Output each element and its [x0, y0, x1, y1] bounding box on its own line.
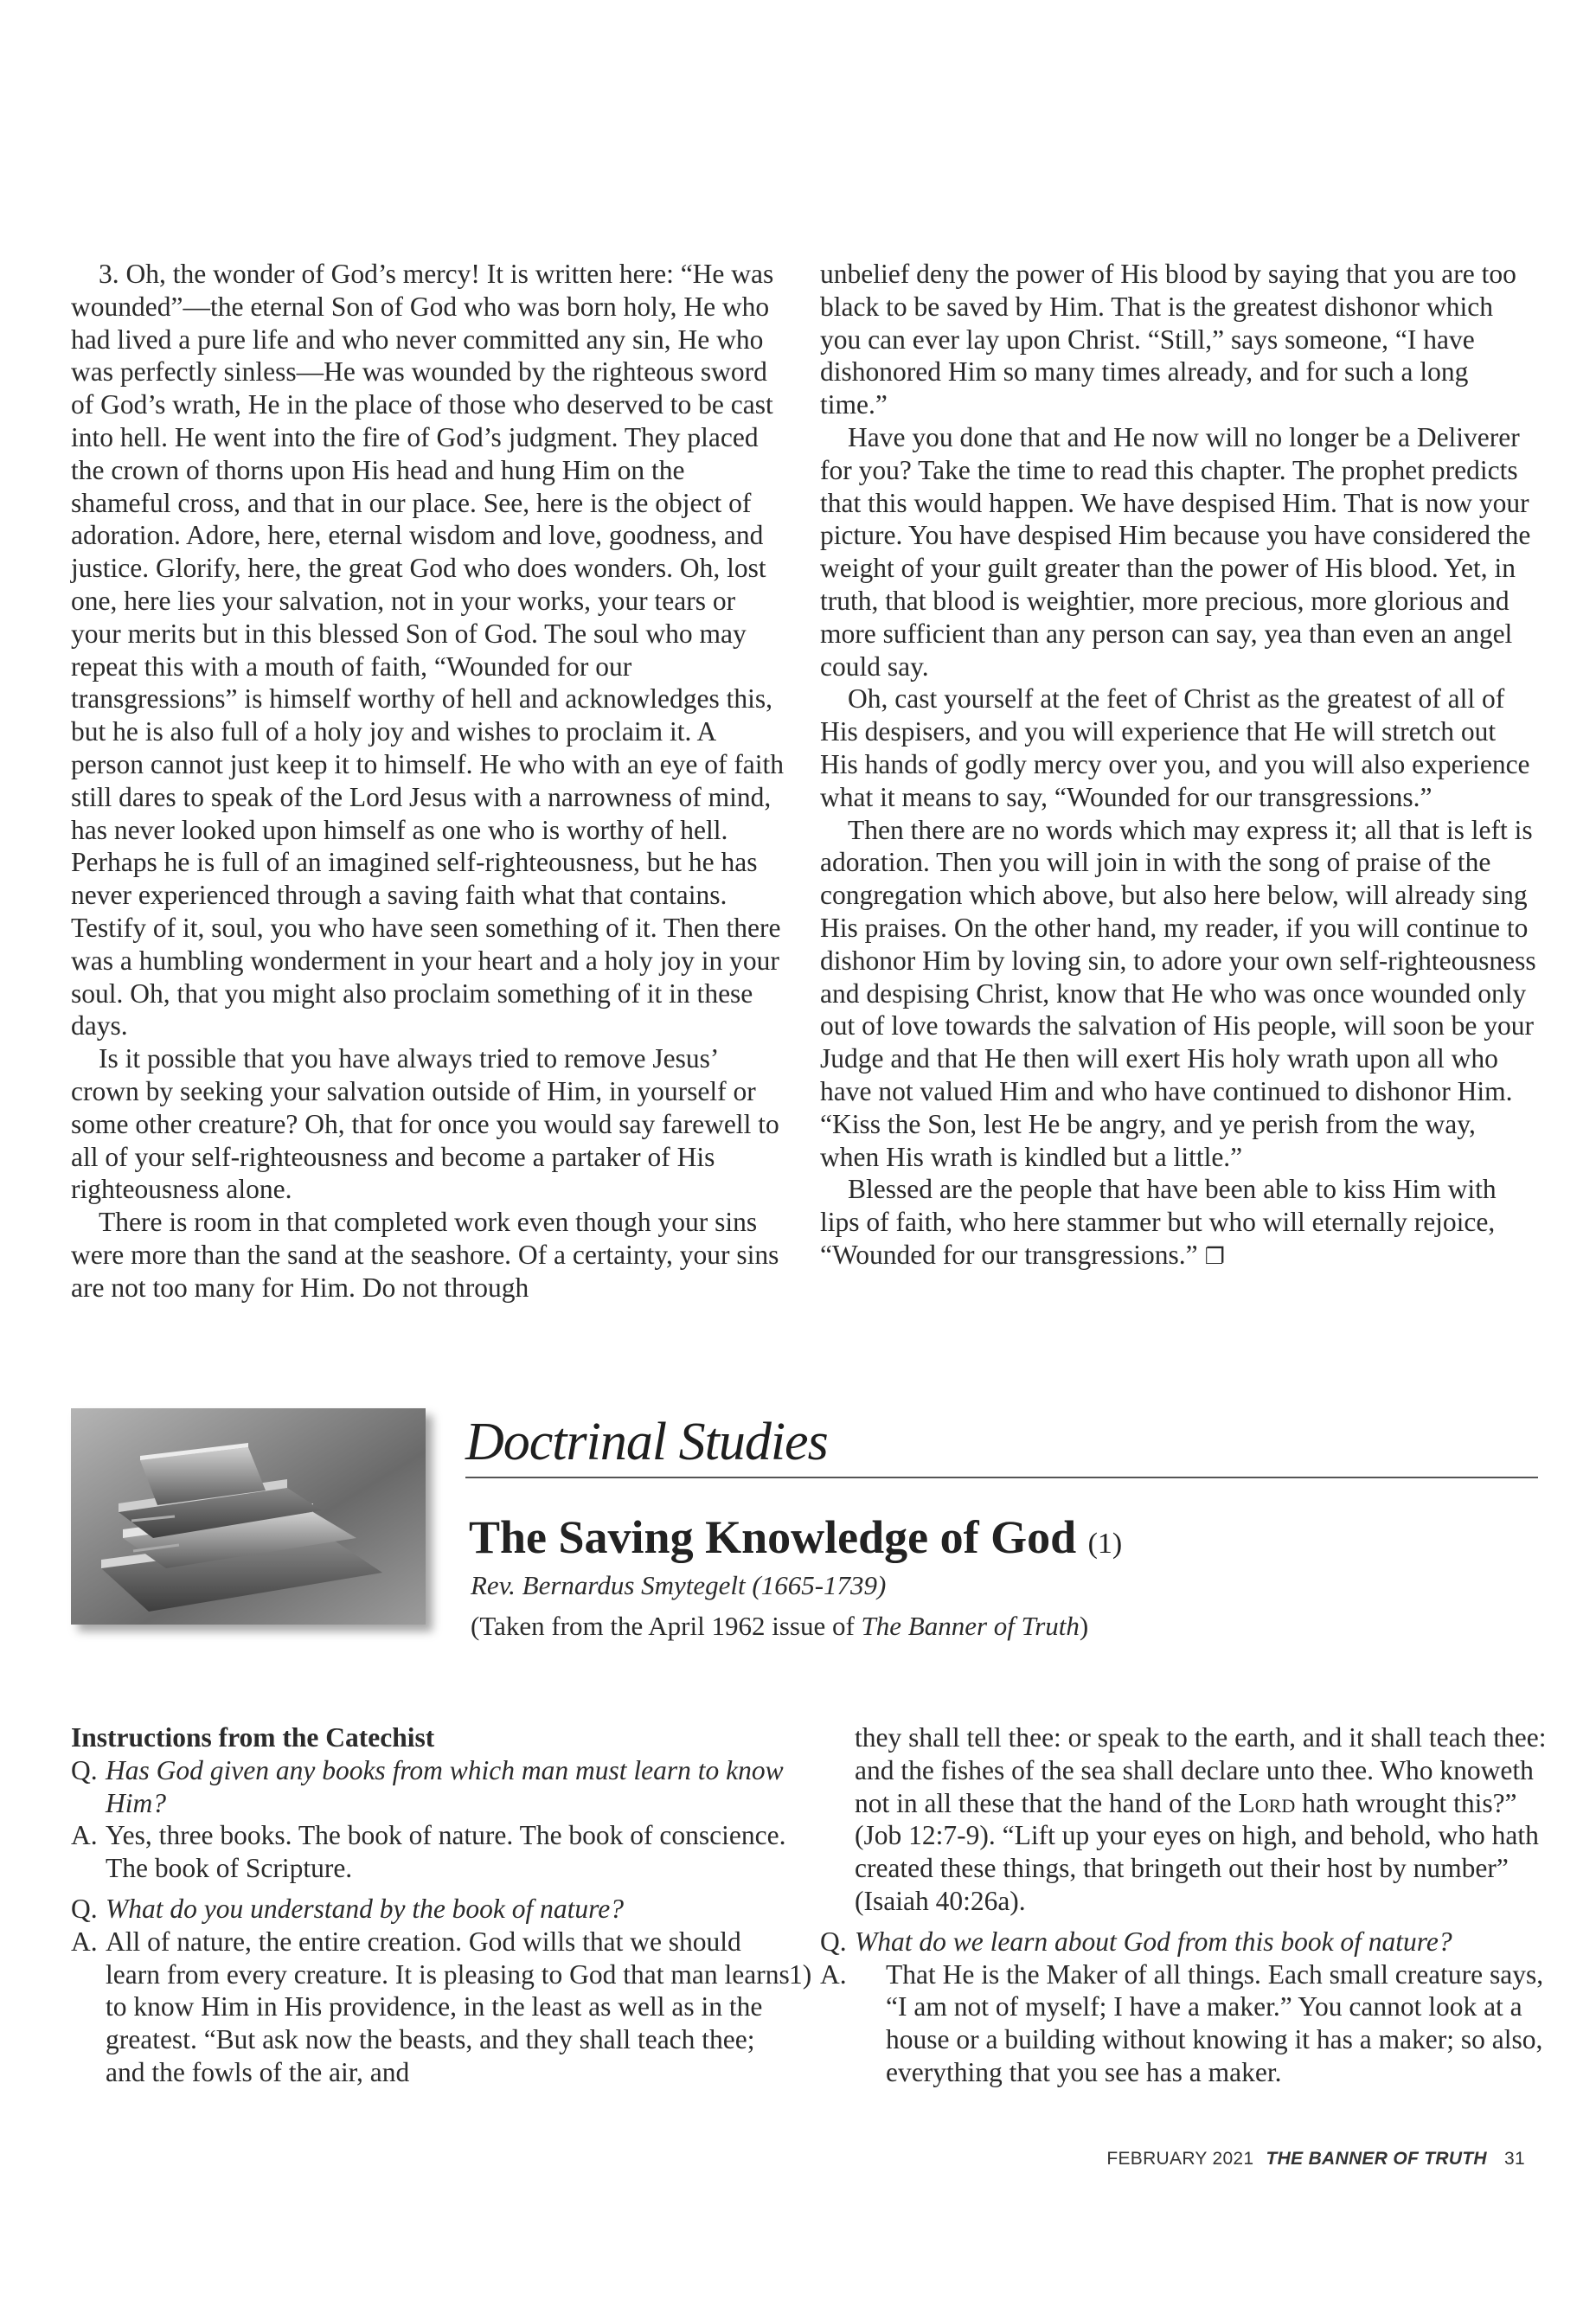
q-tag: Q. — [71, 1893, 98, 1924]
paragraph: There is room in that completed work even though your sins were more than the sand at the seashore. Of a certainty, your sins are not too many for Him. Do not through — [71, 1207, 779, 1303]
source-note — [471, 1611, 1088, 1642]
a-tag: A. — [71, 1820, 98, 1851]
answer-2 — [71, 1926, 798, 2089]
article-column-right — [820, 258, 1538, 1274]
a-tag: A. — [71, 1926, 98, 1957]
footer-date: FEBRUARY 2021 — [1106, 2149, 1254, 2169]
answer-text: Yes, three books. The book of nature. The book of conscience. The book of Scripture. — [106, 1820, 786, 1884]
answer-3 — [789, 1958, 1547, 2089]
page-number: 31 — [1504, 2149, 1525, 2169]
author-byline: Rev. Bernardus Smytegelt (1665-1739) — [471, 1570, 887, 1600]
paragraph: unbelief deny the power of His blood by saying that you are too black to be saved by Him. That is the greatest dishonor which you can ever lay upon Christ. “Still,” says someone, “I have dishonored Him so many times already, and for such a long time.” — [820, 259, 1516, 420]
article-title — [469, 1510, 1122, 1564]
source-suffix: ) — [1079, 1611, 1089, 1641]
question-text: Has God given any books from which man must learn to know Him? — [106, 1754, 784, 1818]
paragraph: Then there are no words which may express it; all that is left is adoration. Then you will join in with the song of praise of the congregation which above, but also here below, will already sing His praises. On the other hand, my reader, if you will continue to dishonor Him by loving sin, to adore your own self-righteousness and despising Christ, know that He who was once wounded only out of love towards the salvation of His people, will soon be your Judge and that He then will exert His holy wrath upon all who have not valued Him and who have continued to dishonor Him. “Kiss the Son, lest He be angry, and ye perish from the way, when His wrath is kindled but a little.” — [820, 814, 1536, 1172]
section-divider — [465, 1477, 1538, 1478]
q-tag: Q. — [820, 1926, 847, 1957]
catechism-heading: Instructions from the Catechist — [71, 1722, 435, 1753]
question-text: What do you understand by the book of nature? — [106, 1893, 624, 1924]
answer-1 — [71, 1819, 798, 1885]
stacked-books-icon — [71, 1408, 426, 1625]
answer-text: All of nature, the entire creation. God wills that we should learn from every creature. It is pleasing to God that man learns to know Him in His providence, in the least as well as in the greatest. “But ask now the beasts, and they shall teach thee; and the fowls of the air, and — [106, 1926, 790, 2087]
answer-2-continued — [820, 1721, 1547, 1918]
source-publication: The Banner of Truth — [861, 1611, 1080, 1641]
q-tag: Q. — [71, 1754, 98, 1785]
paragraph: 3. Oh, the wonder of God’s mercy! It is written here: “He was wounded”—the eternal Son of God who was born holy, He who had lived a pure life and who never committed any sin, He who was perfectly sinless—He was wounded by the righteous sword of God’s wrath, He in the place of those who deserved to be cast into hell. He went into the fire of God’s judgment. They placed the crown of thorns upon His head and hung Him on the shameful cross, and that in our place. See, here is the object of adoration. Adore, here, eternal wisdom and love, goodness, and justice. Glorify, here, the great God who does wonders. Oh, lost one, here lies your salvation, not in your works, your tears or your merits but in this blessed Son of God. The soul who may repeat this with a mouth of faith, “Wounded for our transgressions” is himself worthy of hell and acknowledges this, but he is also full of a holy joy and wishes to proclaim it. A person cannot just keep it to himself. He who with an eye of faith still dares to speak of the Lord Jesus with a narrowness of mind, has never looked upon himself as one who is worthy of hell. Perhaps he is full of an imagined self-righteousness, but he has never experienced through a saving faith what that contains. Testify of it, soul, you who have seen something of it. Then there was a humbling wonderment in your heart and a holy joy in your soul. Oh, that you might also proclaim something of it in these days. — [71, 259, 785, 1042]
footer-magazine: THE BANNER OF TRUTH — [1266, 2149, 1487, 2169]
answer-text: hath wrought this?” (Job 12:7-9). “Lift up your eyes on high, and behold, who hath created these things, that bringeth out their host by number” (Isaiah 40:26a). — [855, 1787, 1539, 1916]
question-1 — [71, 1754, 798, 1820]
answer-number: 1) — [789, 1958, 812, 1990]
catechism-column-left — [71, 1721, 798, 2089]
paragraph: Have you done that and He now will no longer be a Deliverer for you? Take the time to read this chapter. The prophet predicts that this would happen. We have despised Him. That is now your picture. You have despised Him because you have considered the weight of your guilt greater than the power of His blood. Yet, in truth, that blood is weightier, more precious, more glorious and more sufficient than any person can say, yea than even an angel could say. — [820, 421, 1531, 682]
paragraph: Oh, cast yourself at the feet of Christ as the greatest of all of His despisers, and you will experience that He will stretch out His hands of godly mercy over you, and you will also experience what it means to say, “Wounded for our transgressions.” — [820, 683, 1530, 812]
answer-text: That He is the Maker of all things. Each small creature says, “I am not of myself; I have a maker.” You cannot look at a house or a building without knowing it has a maker; so also, everything that you see has a maker. — [886, 1958, 1544, 2087]
end-mark-icon: ❐ — [1204, 1243, 1225, 1270]
books-photo — [71, 1408, 426, 1625]
article-part-number: (1) — [1087, 1528, 1123, 1560]
article-title-text: The Saving Knowledge of God — [469, 1511, 1077, 1563]
answer-text: they shall tell thee: or speak to the earth, and it shall teach thee: and the fishes of the sea shall declare unto thee. Who knoweth not in all these that the hand of the — [855, 1722, 1547, 1818]
small-caps-lord: Lord — [1238, 1787, 1296, 1818]
paragraph: Is it possible that you have always tried to remove Jesus’ crown by seeking your salvation outside of Him, in yourself or some other creature? Oh, that for once you would say farewell to all of your self-righteousness and become a partaker of His righteousness alone. — [71, 1043, 779, 1205]
paragraph-text: Blessed are the people that have been able to kiss Him with lips of faith, who here stammer but who will eternally rejoice, “Wounded for our transgressions.” — [820, 1174, 1497, 1270]
section-title: Doctrinal Studies — [465, 1413, 828, 1471]
catechism-column-right — [789, 1721, 1547, 2089]
a-tag: A. — [820, 1958, 847, 1990]
paragraph-last — [820, 1173, 1538, 1273]
question-2 — [71, 1893, 798, 1926]
question-text: What do we learn about God from this book of nature? — [855, 1926, 1452, 1957]
article-column-left — [71, 258, 789, 1304]
question-3 — [820, 1926, 1547, 1958]
page-footer — [1106, 2149, 1525, 2170]
source-prefix: (Taken from the April 1962 issue of — [471, 1611, 862, 1641]
